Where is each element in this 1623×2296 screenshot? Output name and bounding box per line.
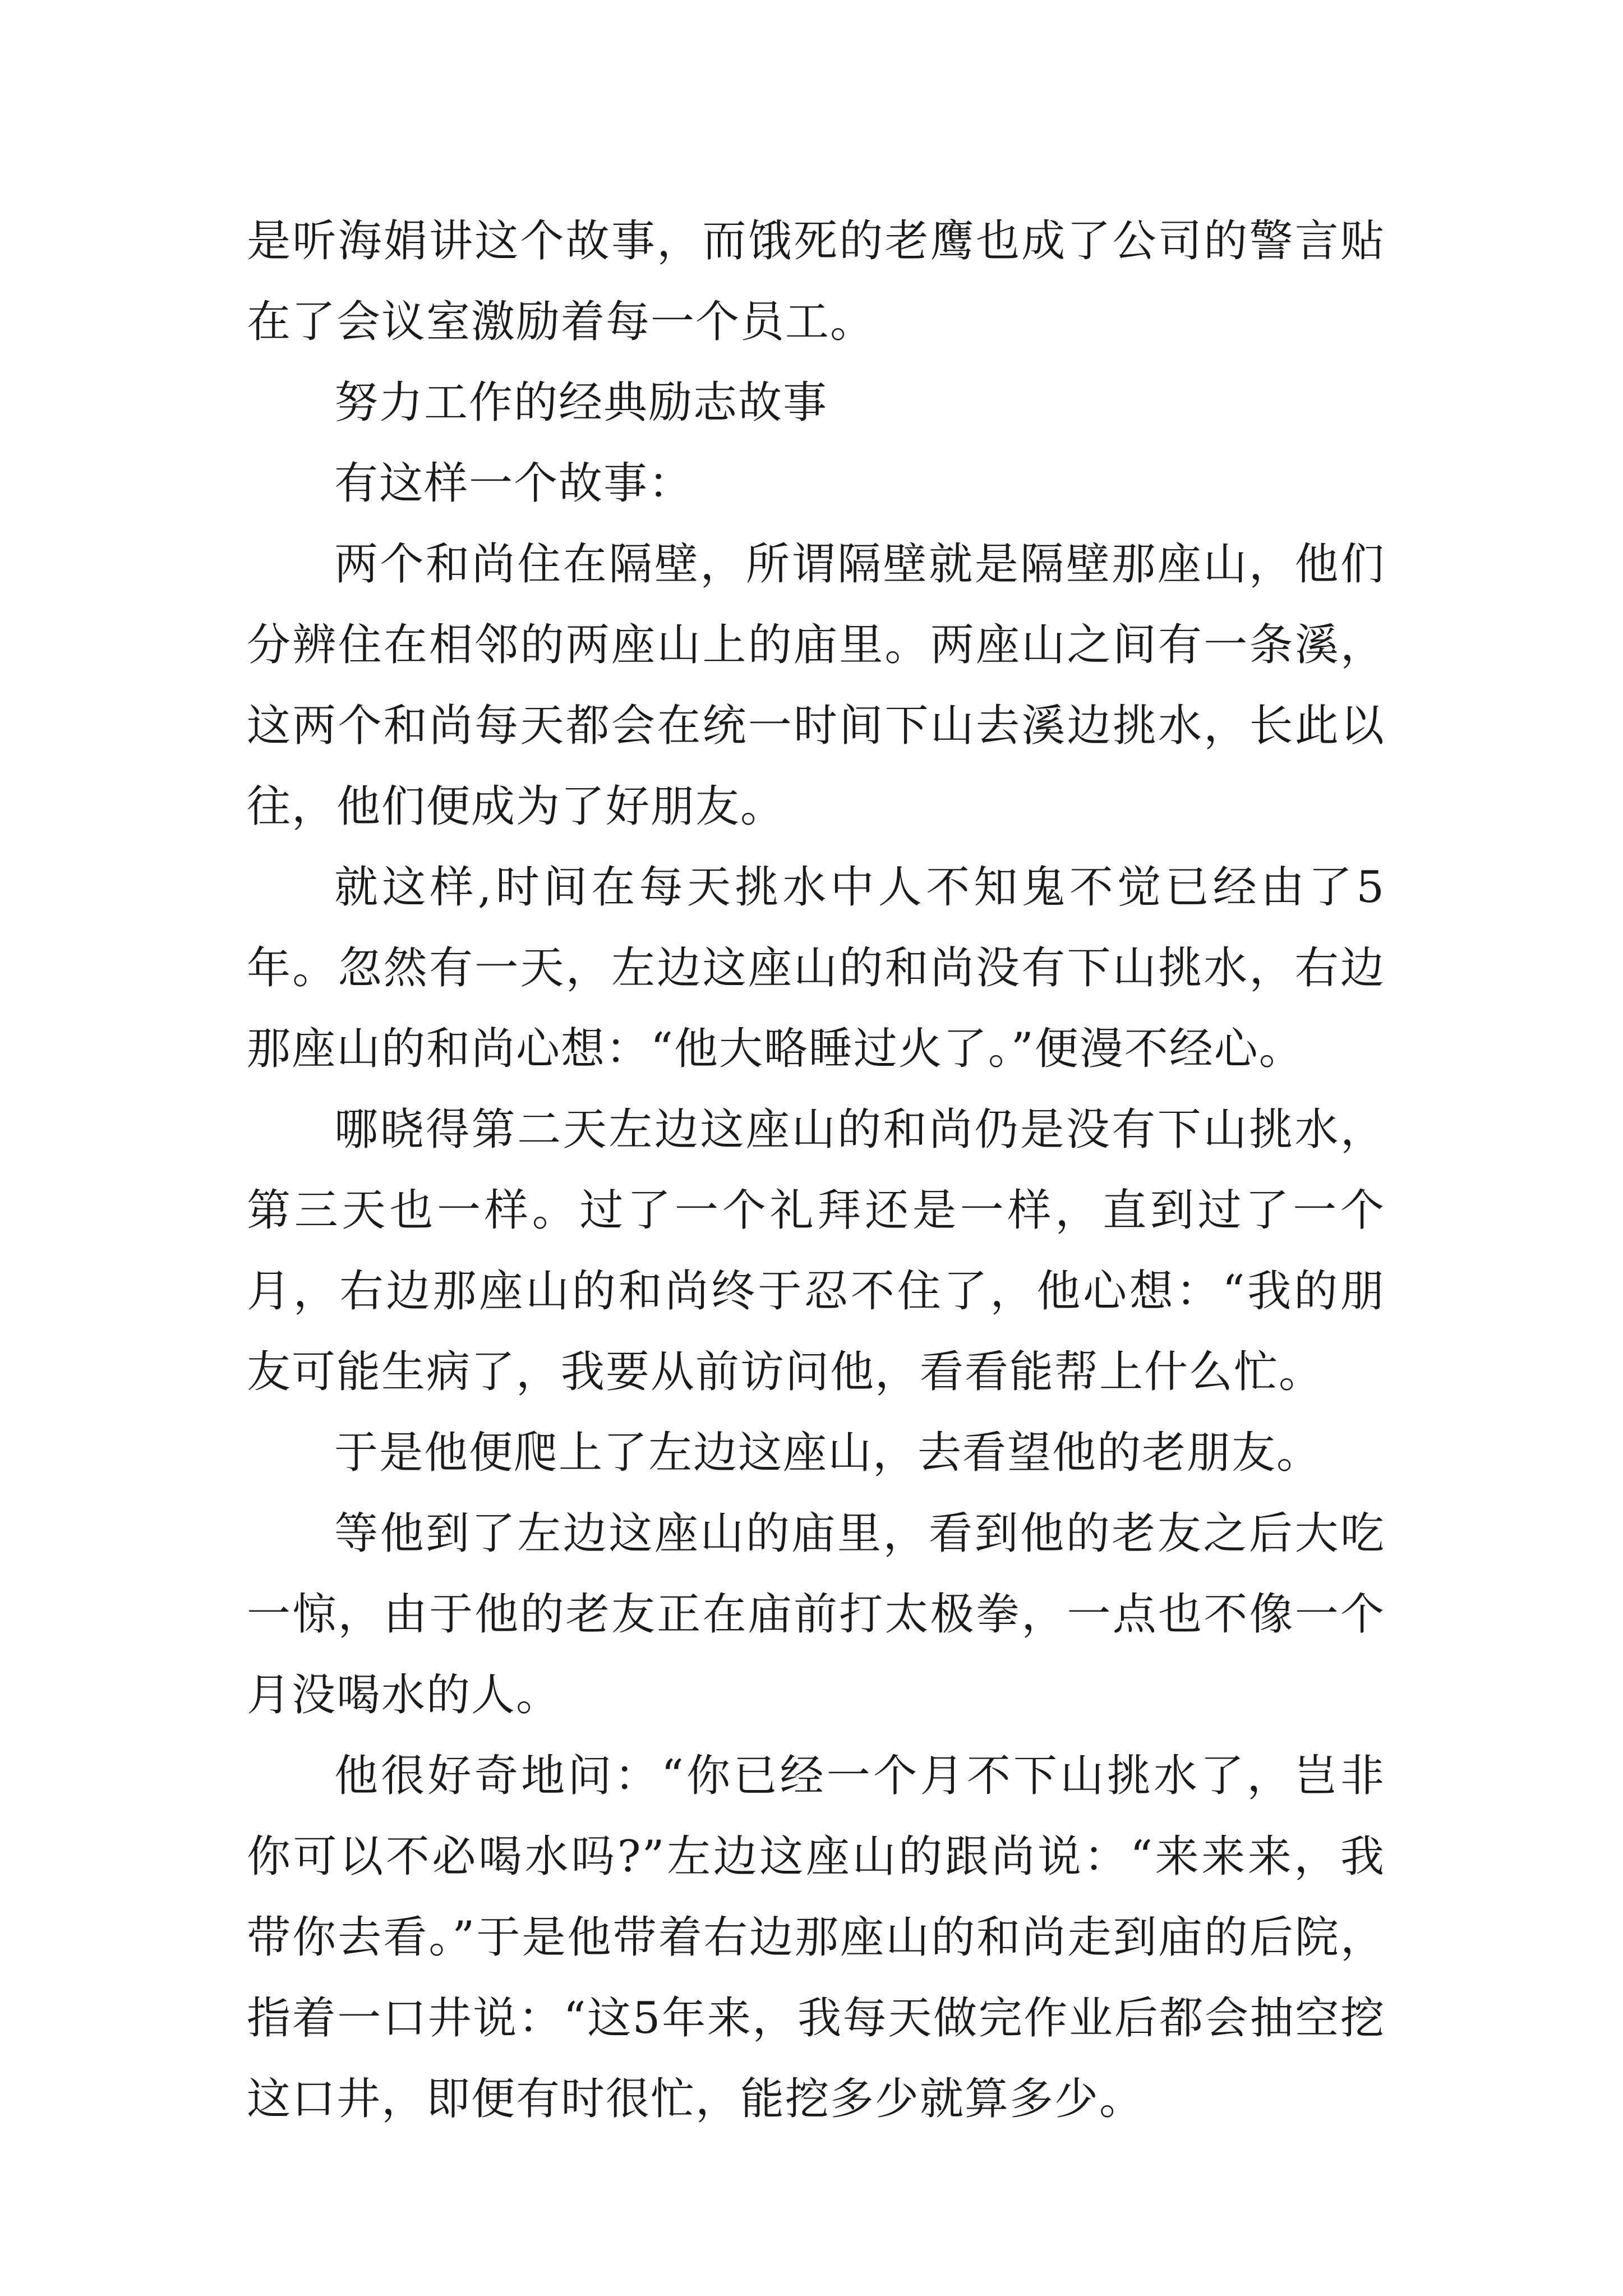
paragraph-2: 努力工作的经典励志故事 (334, 378, 828, 428)
paragraph-7: 于是他便爬上了左边这座山，去看望他的老朋友。 (334, 1428, 1322, 1478)
paragraph-3: 有这样一个故事： (334, 458, 694, 509)
paragraph-5: 就这样,时间在每天挑水中人不知鬼不觉已经由了5年。忽然有一天，左边这座山的和尚没有下山挑水，右边那座山的和尚心想：“他大略睡过火了。”便漫不经心。 (247, 862, 1385, 1074)
paragraph-8: 等他到了左边这座山的庙里，看到他的老友之后大吃一惊，由于他的老友正在庙前打太极拳，一点也不像一个月没喝水的人。 (247, 1508, 1385, 1720)
paragraph-1: 是听海娟讲这个故事，而饿死的老鹰也成了公司的警言贴在了会议室激励着每一个员工。 (247, 216, 1385, 347)
document-body (247, 201, 1385, 2139)
paragraph-9: 他很好奇地问：“你已经一个月不下山挑水了，岂非你可以不必喝水吗?”左边这座山的跟尚说：“来来来，我带你去看。”于是他带着右边那座山的和尚走到庙的后院，指着一口井说：“这5年来，我每天做完作业后都会抽空挖这口井，即便有时很忙，能挖多少就算多少。 (247, 1751, 1385, 2124)
paragraph-4: 两个和尚住在隔壁，所谓隔壁就是隔壁那座山，他们分辨住在相邻的两座山上的庙里。两座山之间有一条溪，这两个和尚每天都会在统一时间下山去溪边挑水，长此以往，他们便成为了好朋友。 (247, 539, 1385, 832)
paragraph-6: 哪晓得第二天左边这座山的和尚仍是没有下山挑水，第三天也一样。过了一个礼拜还是一样，直到过了一个月，右边那座山的和尚终于忍不住了，他心想：“我的朋友可能生病了，我要从前访问他，看看能帮上什么忙。 (247, 1105, 1385, 1397)
